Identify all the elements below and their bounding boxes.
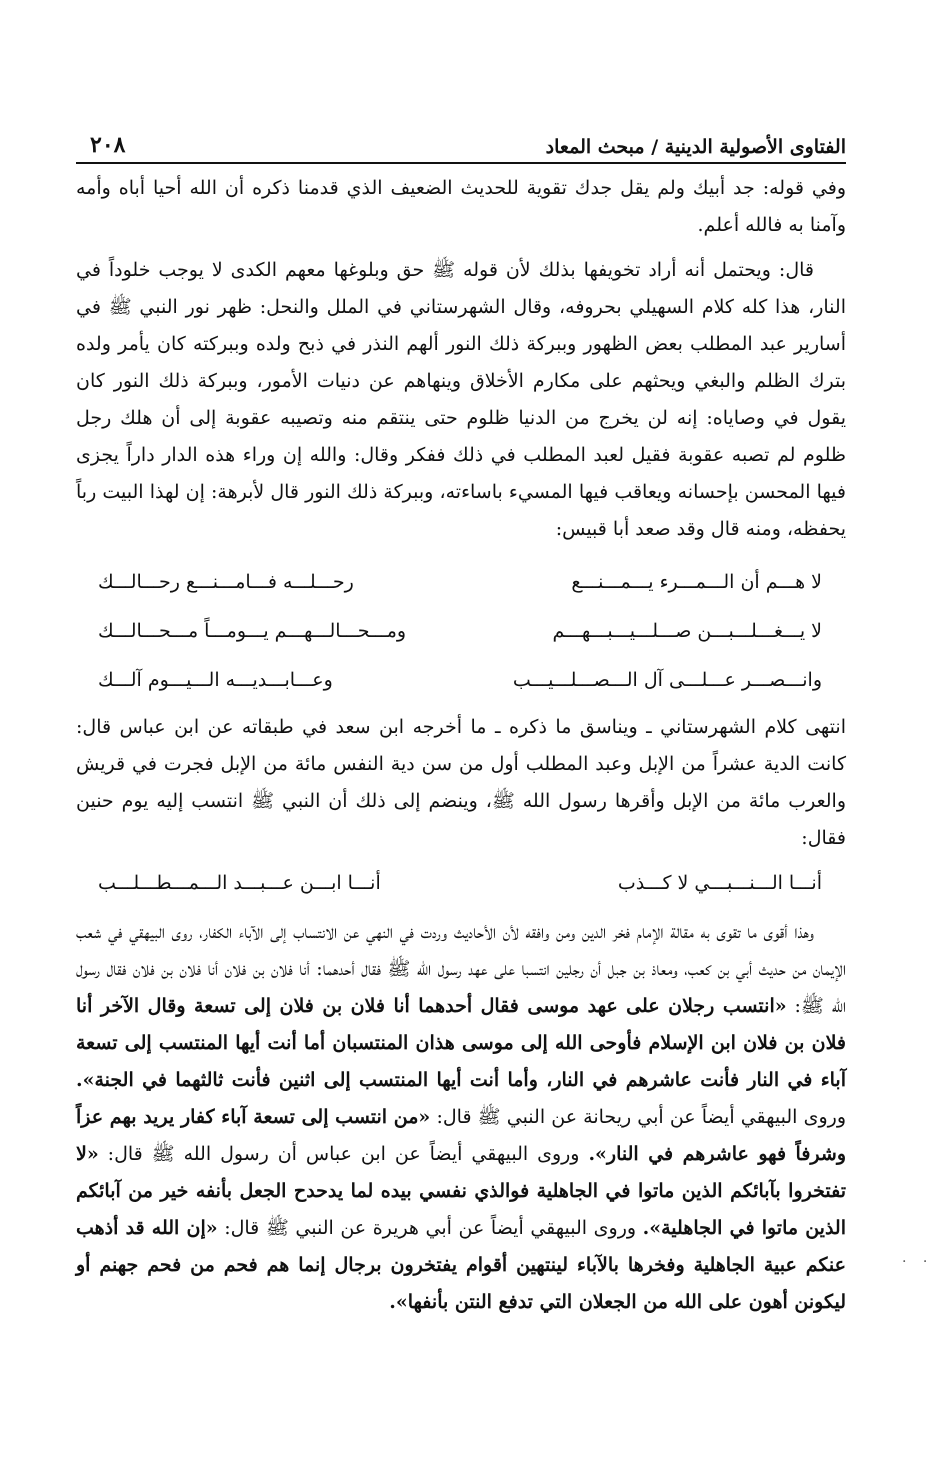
hadith-quote: «لا تفتخروا بآبائكم الذين ماتوا في الجاهلية فوالذي نفسي بيده لما يدحدح الجعل بأنفه خير من آبائكم الذين ماتوا في الجاهلية». [76, 1143, 847, 1239]
verse-first-hemistich: لا يـــغـــلـــبـــن صـــلـــيـــبـــهـــم [552, 620, 822, 642]
page-body [76, 170, 846, 1321]
paragraph-3: انتهى كلام الشهرستاني ـ ويناسق ما ذكره ـ ما أخرجه ابن سعد في طبقاته عن ابن عباس قال: كانت الدية عشراً من الإبل وعبد المطلب أول من سن دية النفس مائة من الإبل فجرت في قريش والعرب مائة من الإبل وأقرها رسول الله ﷺ، وينضم إلى ذلك أن النبي ﷺ انتسب إليه يوم حنين فقال: [76, 716, 846, 849]
poem-verse [76, 607, 846, 656]
verse-second-hemistich: ومـــحـــالـــهـــم يـــومـــاً مـــحـــالـــك [98, 620, 407, 642]
hadith-quote: «انتسب رجلان على عهد موسى فقال أحدهما أنا فلان بن فلان إلى تسعة وقال الآخر أنا فلان بن فلان ابن الإسلام فأوحى الله إلى موسى هذان المنتسبان أما أنت أيها المنتسب إلى تسعة آباء في النار فأنت عاشرهم في النار، وأما أنت أيها المنتسب إلى اثنين فأنت ثالثهما في الجنة». [76, 995, 846, 1091]
paragraph-4-intro: وهذا أقوى ما تقوى به مقالة الإمام فخر الدين ومن وافقه لأن الأحاديث وردت في النهي عن الانتساب إلى الآباء الكفار، روى البيهقي في شعب الإيمان من حديث أبي بن كعب، ومعاذ بن جبل أن رجلين انتسبا على عهد رسول الله ﷺ فقال أحدهما: أنا فلان بن فلان أنا فلان بن فلان فقال رسول الله ﷺ: [76, 921, 846, 1017]
hadith-quote: «من انتسب إلى تسعة آباء كفار يريد بهم عزاً وشرفاً فهو عاشرهم في النار». [76, 1106, 846, 1165]
paragraph-4 [76, 914, 846, 1321]
narration-text: وروى البيهقي أيضاً عن ابن عباس أن رسول الله ﷺ قال: [98, 1143, 589, 1165]
narration-text: وروى البيهقي أيضاً عن أبي هريرة عن النبي ﷺ قال: [217, 1217, 643, 1239]
verse-first-hemistich: أنـــا الـــنـــبـــي لا كـــذب [617, 872, 822, 894]
page-header [76, 118, 846, 164]
prophet-verse [76, 859, 846, 908]
paragraph-1: وفي قوله: جد أبيك ولم يقل جدك تقوية للحديث الضعيف الذي قدمنا ذكره أن الله أحيا أباه وأمه وآمنا به فالله أعلم. [76, 177, 846, 236]
verse-second-hemistich: أنـــا ابـــن عـــبـــد الـــمـــطـــلـــب [98, 872, 381, 894]
book-page [76, 118, 846, 1321]
narration-text: وروى البيهقي أيضاً عن أبي ريحانة عن النبي ﷺ قال: [430, 1106, 846, 1128]
margin-marks: . . [902, 1250, 934, 1266]
poem-verse [76, 656, 846, 705]
verse-second-hemistich: رحـــلـــه فـــامـــنـــع رحـــالـــك [98, 571, 354, 593]
poem-verse [76, 558, 846, 607]
running-title: الفتاوى الأصولية الدينية / مبحث المعاد [545, 136, 846, 158]
verse-first-hemistich: لا هـــم أن الـــمـــرء يـــمـــنـــع [571, 571, 822, 593]
verse-first-hemistich: وانـــصـــر عـــلـــى آل الـــصـــلـــيـــب [512, 669, 822, 691]
paragraph-2: قال: ويحتمل أنه أراد تخويفها بذلك لأن قوله ﷺ حق وبلوغها معهم الكدى لا يوجب خلوداً في النار، هذا كله كلام السهيلي بحروفه، وقال الشهرستاني في الملل والنحل: ظهر نور النبي ﷺ في أسارير عبد المطلب بعض الظهور وببركة ذلك النور ألهم النذر في ذبح ولده وببركته كان يأمر ولده بترك الظلم والبغي ويحثهم على مكارم الأخلاق وينهاهم عن دنيات الأمور، وببركة ذلك النور كان يقول في وصاياه: إنه لن يخرج من الدنيا ظلوم حتى ينتقم منه وتصيبه عقوبة إلى أن هلك رجل ظلوم لم تصبه عقوبة فقيل لعبد المطلب في ذلك ففكر وقال: والله إن وراء هذه الدار داراً يجزى فيها المحسن بإحسانه ويعاقب فيها المسيء باساءته، وببركة ذلك النور قال لأبرهة: إن لهذا البيت رباً يحفظه، ومنه قال وقد صعد أبا قبيس: [76, 259, 846, 540]
page-number: ٢٠٨ [90, 132, 126, 158]
hadith-quote: «إن الله قد أذهب عنكم عبية الجاهلية وفخرها بالآباء لينتهين أقوام يفتخرون برجال إنما هم فحم من فحم جهنم أو ليكونن أهون على الله من الجعلان التي تدفع النتن بأنفها». [76, 1217, 846, 1313]
verse-second-hemistich: وعـــابـــديـــه الـــيـــوم آلـــك [98, 669, 333, 691]
poem [76, 558, 846, 705]
